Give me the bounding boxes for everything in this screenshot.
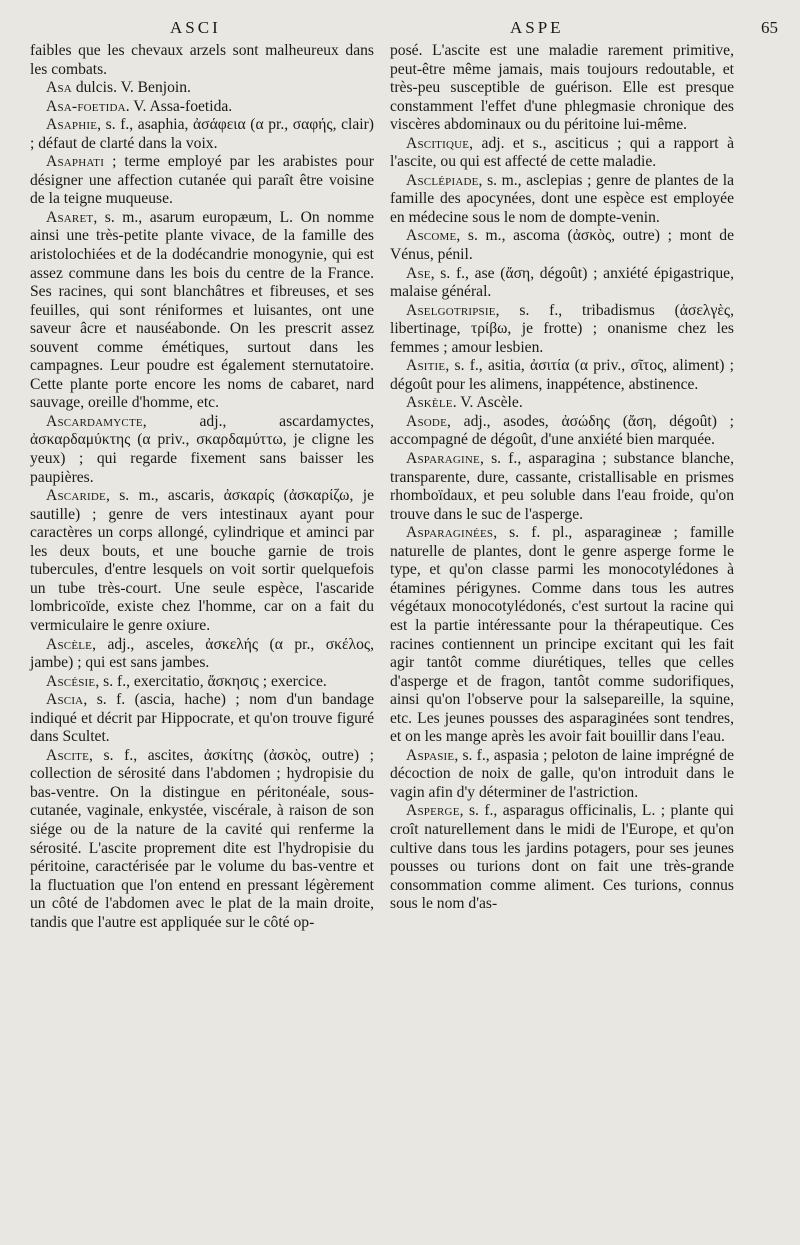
dictionary-entry <box>30 747 374 932</box>
entry-text: , s. f., asparagina ; substance blanche, transparente, dure, cassante, cristallisable en prismes rhomboïdaux, et peu soluble dans l'eau froide, qu'on trouve dans le suc de l'asperge. <box>390 450 734 523</box>
entry-text: , s. f., aspasia ; peloton de laine imprégné de décoction de noix de galle, qu'on introduit dans le vagin afin d'y déterminer de l'astriction. <box>390 746 734 801</box>
entry-headword: Ascome <box>406 227 457 245</box>
entry-headword: Askèle <box>406 394 453 412</box>
dictionary-entry <box>30 209 374 413</box>
dictionary-entry <box>30 116 374 153</box>
entry-headword: Asaret <box>46 208 94 226</box>
dictionary-entry <box>30 487 374 635</box>
entry-headword: Asa <box>46 79 72 97</box>
page-number: 65 <box>761 18 778 37</box>
dictionary-entry <box>390 524 734 747</box>
dictionary-entry <box>390 302 734 358</box>
entry-headword: Ascaride <box>46 487 106 505</box>
entry-headword: Asaphie <box>46 116 98 134</box>
dictionary-entry <box>30 673 374 692</box>
entry-headword: Asa-foetida <box>46 97 126 115</box>
entry-text: posé. L'ascite est une maladie rarement primitive, peut-être même jamais, mais toujours redoutable, et très-peu susceptible de guérison. Elle est presque constamment l'effet d'une phlegmasie chronique des viscères abdominaux ou du péritoine lui-même. <box>390 42 734 134</box>
entry-headword: Aselgotripsie <box>406 301 496 319</box>
entry-text: , s. f. pl., asparagineæ ; famille naturelle de plantes, dont le genre asperge forme le type, et qu'on classe parmi les monocotylédones à étamines périgynes. Comme dans tous les autres végétaux monocotylédonés, c'est surtout la racine qui est la partie intéressante pour la thérapeutique. Ces racines contiennent un principe excitant qui les fait agir tantôt comme diurétiques, telles que celles d'asperge et de fragon, tantôt comme sudorifiques, ainsi qu'on l'observe pour la salsepareille, la squine, etc. Les jeunes pousses des asparaginées sont tendres, et on les mange après les avoir fait bouillir dans l'eau. <box>390 524 734 746</box>
entry-headword: Asperge <box>406 802 460 820</box>
entry-text: , s. f., tribadismus (ἀσελγὲς, libertinage, τρίβω, je frotte) ; onanisme chez les femmes ; amour lesbien. <box>390 301 734 356</box>
entry-text: ; terme employé par les arabistes pour désigner une affection cutanée qui paraît être voisine de la teigne muqueuse. <box>30 153 374 208</box>
entry-headword: Ascia <box>46 691 84 709</box>
entry-headword: Asparaginées <box>406 524 494 542</box>
entry-headword: Asaphati <box>46 153 105 171</box>
dictionary-entry <box>390 172 734 228</box>
entry-text: , s. f. (ascia, hache) ; nom d'un bandage indiqué et décrit par Hippocrate, et qu'on trouve figuré dans Scultet. <box>30 691 374 746</box>
entry-headword: Asitie <box>406 357 446 375</box>
dictionary-entry <box>30 42 374 79</box>
entry-text: , s. f., ase (ἄση, dégoût) ; anxiété épigastrique, malaise général. <box>390 264 734 301</box>
dictionary-entry <box>390 265 734 302</box>
dictionary-entry <box>390 802 734 913</box>
entry-text: , adj., ascardamyctes, ἀσκαρδαμύκτης (α priv., σκαρδαμύττω, je cligne les yeux) ; qui regarde fixement sans baisser les paupières. <box>30 412 374 486</box>
entry-headword: Ascésie <box>46 672 96 690</box>
dictionary-entry <box>30 79 374 98</box>
entry-text: , s. f., exercitatio, ἄσκησις ; exercice. <box>95 672 327 690</box>
dictionary-entry <box>390 413 734 450</box>
entry-headword: Asclépiade <box>406 171 479 189</box>
entry-headword: Aspasie <box>406 746 455 764</box>
entry-text: . V. Ascèle. <box>452 394 523 412</box>
entry-text: , s. m., asclepias ; genre de plantes de la famille des apocynées, dont une espèce est employée en médecine sous le nom de dompte-venin. <box>390 171 734 226</box>
entry-headword: Asode <box>406 412 447 430</box>
entry-text: , s. f., asparagus officinalis, L. ; plante qui croît naturellement dans le midi de l'Europe, et qu'on cultive dans tous les jardins potagers, pour ses jeunes pousses ou turions dont on fait une très-grande consommation comme aliment. Ces turions, connus sous le nom d'as- <box>390 802 734 913</box>
entry-text: dulcis. V. Benjoin. <box>71 79 191 97</box>
dictionary-entry <box>390 450 734 524</box>
left-column <box>30 42 374 932</box>
dictionary-entry <box>390 747 734 803</box>
entry-text: , adj. et s., asciticus ; qui a rapport à l'ascite, ou qui est affecté de cette maladie. <box>390 134 734 171</box>
entry-headword: Ascèle <box>46 635 93 653</box>
dictionary-entry <box>390 42 734 135</box>
entry-text: , s. f., ascites, ἀσκίτης (ἀσκὸς, outre) ; collection de sérosité dans l'abdomen ; hydropisie du bas-ventre. On la distingue en péritonéale, sous-cutanée, vaginale, enkystée, viscérale, à raison de son siége ou de la nature de la cavité qui renferme la sérosité. L'ascite proprement dite est l'hydropisie du péritoine, caractérisée par le volume du bas-ventre et la fluctuation que l'on entend en pressant légèrement un côté de l'abdomen avec le plat de la main droite, tandis que l'autre est appliquée sur le côté op- <box>30 746 374 931</box>
dictionary-entry <box>30 413 374 487</box>
running-head-center: ASPE <box>510 18 564 37</box>
entry-text: faibles que les chevaux arzels sont malheureux dans les combats. <box>30 42 374 78</box>
entry-headword: Ascite <box>46 746 90 764</box>
entry-headword: Asparagine <box>406 450 480 468</box>
running-head-left: ASCI <box>170 18 221 37</box>
entry-text: . V. Assa-foetida. <box>125 97 233 115</box>
dictionary-entry <box>390 357 734 394</box>
dictionary-entry <box>30 636 374 673</box>
entry-headword: Ase <box>406 264 431 282</box>
entry-headword: Ascardamycte <box>46 412 143 430</box>
entry-text: , s. m., ascaris, ἀσκαρίς (ἀσκαρίζω, je sautille) ; genre de vers intestinaux ayant pour caractères un corps allongé, cylindrique et aminci par les deux bouts, et une bouche garnie de trois tubercules, d'entre lesquels on voit sortir quelquefois un tube très-court. Une seule espèce, l'ascaride lombricoïde, existe chez l'homme, car on a fait du vermiculaire le genre oxiure. <box>30 487 374 634</box>
entry-text: , adj., asodes, ἀσώδης (ἄση, dégoût) ; accompagné de dégoût, d'une anxiété bien marquée. <box>390 412 734 449</box>
entry-text: , s. f., asitia, ἀσιτία (α priv., σῖτος, aliment) ; dégoût pour les alimens, inappétence, abstinence. <box>390 357 734 393</box>
entry-text: , s. m., ascoma (ἀσκὸς, outre) ; mont de Vénus, pénil. <box>390 227 734 264</box>
dictionary-entry <box>30 691 374 747</box>
dictionary-entry <box>390 227 734 264</box>
dictionary-entry <box>390 394 734 413</box>
entry-text: , s. m., asarum europæum, L. On nomme ainsi une très-petite plante vivace, de la famille des aristolochiées et de la dodécandrie monogynie, qui est assez commune dans les bois du centre de la France. Ses racines, qui sont blanchâtres et fibreuses, et ses feuilles, qui sont réniformes et luisantes, ont une saveur âcre et nauséabonde. On les prescrit assez souvent comme émétiques, surtout dans les campagnes. Leur poudre est également sternutatoire. Cette plante porte encore les noms de cabaret, nard sauvage, oreille d'homme, etc. <box>30 208 374 412</box>
entry-text: , s. f., asaphia, ἀσάφεια (α pr., σαφής, clair) ; défaut de clarté dans la voix. <box>30 116 374 152</box>
entry-headword: Ascitique <box>406 134 470 152</box>
right-column <box>390 42 734 914</box>
dictionary-entry <box>30 98 374 117</box>
dictionary-entry <box>30 153 374 209</box>
dictionary-entry <box>390 135 734 172</box>
entry-text: , adj., asceles, ἀσκελής (α pr., σκέλος, jambe) ; qui est sans jambes. <box>30 635 374 672</box>
